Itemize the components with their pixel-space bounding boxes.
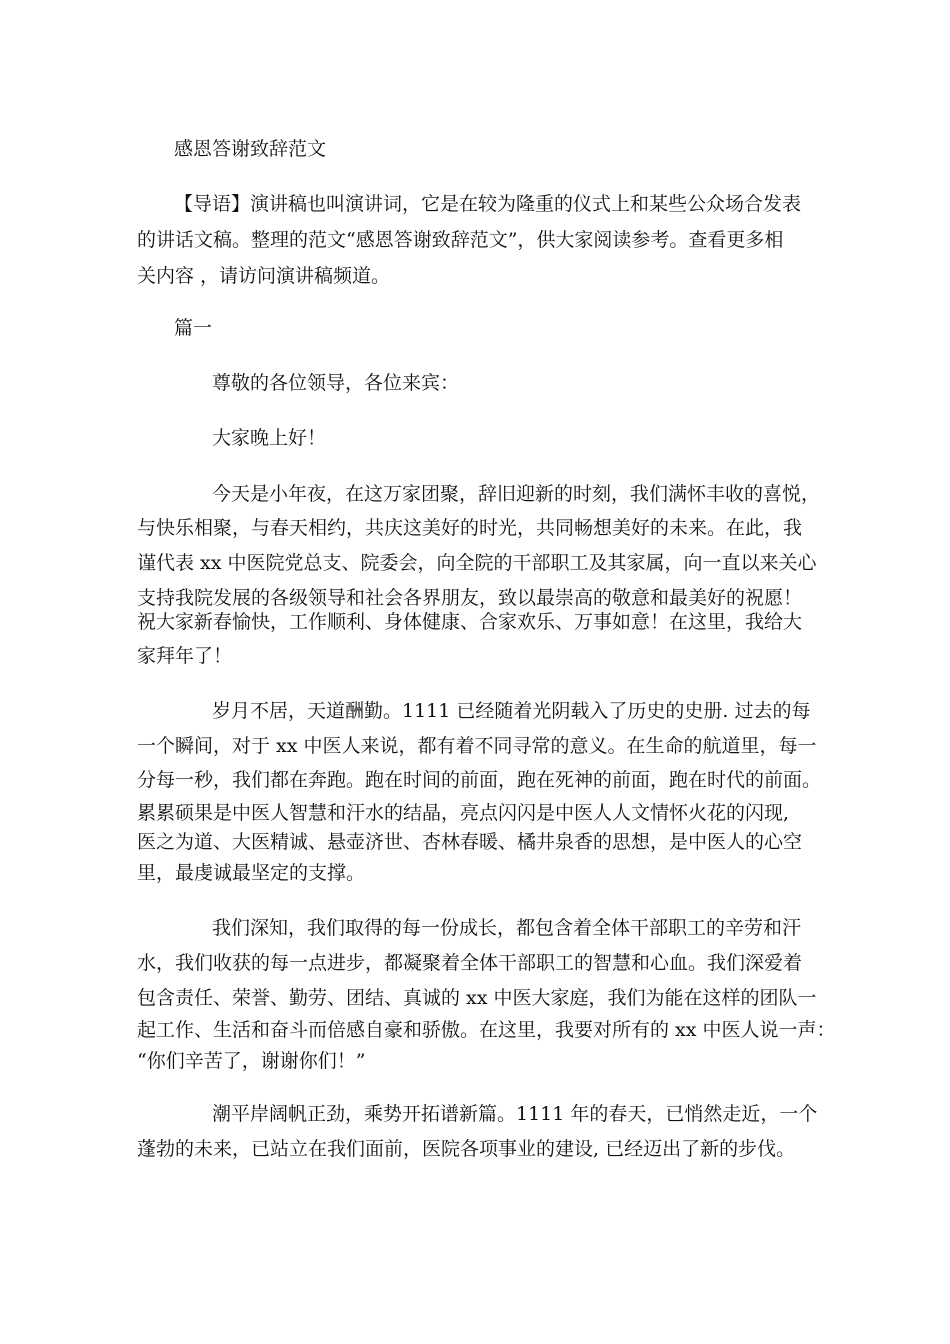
paragraph-1-line-5: 祝大家新春愉快，工作顺利、身体健康、合家欢乐、万事如意！在这里，我给大: [137, 611, 803, 633]
paragraph-1-line-4: 支持我院发展的各级领导和社会各界朋友，致以最崇高的敬意和最美好的祝愿！: [137, 587, 803, 609]
paragraph-1-line-1: 今天是小年夜，在这万家团聚，辞旧迎新的时刻，我们满怀丰收的喜悦，: [212, 483, 821, 505]
paragraph-3-line-5: “你们辛苦了，谢谢你们！”: [137, 1050, 366, 1072]
intro-line-3: 关内容 ，请访问演讲稿频道。: [137, 265, 391, 287]
paragraph-1-line-6: 家拜年了！: [137, 645, 233, 667]
paragraph-2-line-1: 岁月不居，天道酬勤。1111 已经随着光阴载入了历史的史册. 过去的每: [212, 700, 811, 722]
paragraph-2-line-4: 累累硕果是中医人智慧和汗水的结晶，亮点闪闪是中医人人文情怀火花的闪现,: [137, 802, 790, 824]
paragraph-1-line-3: 谨代表 xx 中医院党总支、院委会，向全院的干部职工及其家属，向一直以来关心: [137, 552, 817, 574]
paragraph-3-line-1: 我们深知，我们取得的每一份成长，都包含着全体干部职工的辛劳和汗: [212, 917, 802, 939]
paragraph-2-line-5: 医之为道、大医精诚、悬壶济世、杏林春暖、橘井泉香的思想，是中医人的心空: [137, 831, 803, 853]
paragraph-2-line-6: 里，最虔诚最坚定的支撑。: [137, 862, 366, 884]
paragraph-4-line-2: 蓬勃的未来，已站立在我们面前，医院各项事业的建设, 已经迈出了新的步伐。: [137, 1138, 796, 1160]
document-title: 感恩答谢致辞范文: [174, 138, 327, 160]
paragraph-3-line-2: 水，我们收获的每一点进步，都凝聚着全体干部职工的智慧和心血。我们深爱着: [137, 952, 803, 974]
paragraph-2-line-3: 分每一秒，我们都在奔跑。跑在时间的前面，跑在死神的前面，跑在时代的前面。: [137, 769, 822, 791]
paragraph-3-line-4: 起工作、生活和奋斗而倍感自豪和骄傲。在这里，我要对所有的 xx 中医人说一声：: [137, 1019, 836, 1041]
paragraph-2-line-2: 一个瞬间，对于 xx 中医人来说，都有着不同寻常的意义。在生命的航道里，每一: [137, 735, 817, 757]
section-heading: 篇一: [174, 317, 213, 339]
intro-line-1: 【导语】演讲稿也叫演讲词，它是在较为隆重的仪式上和某些公众场合发表: [174, 193, 802, 215]
salutation: 尊敬的各位领导，各位来宾：: [212, 372, 460, 394]
paragraph-4-line-1: 潮平岸阔帆正劲，乘势开拓谱新篇。1111 年的春天，已悄然走近，一个: [212, 1103, 818, 1125]
paragraph-3-line-3: 包含责任、荣誉、勤劳、团结、真诚的 xx 中医大家庭，我们为能在这样的团队一: [137, 987, 817, 1009]
paragraph-1-line-2: 与快乐相聚，与春天相约，共庆这美好的时光，共同畅想美好的未来。在此，我: [137, 517, 803, 539]
greeting: 大家晚上好！: [212, 427, 327, 449]
intro-line-2: 的讲话文稿。整理的范文“感恩答谢致辞范文”，供大家阅读参考。查看更多相: [137, 229, 784, 251]
